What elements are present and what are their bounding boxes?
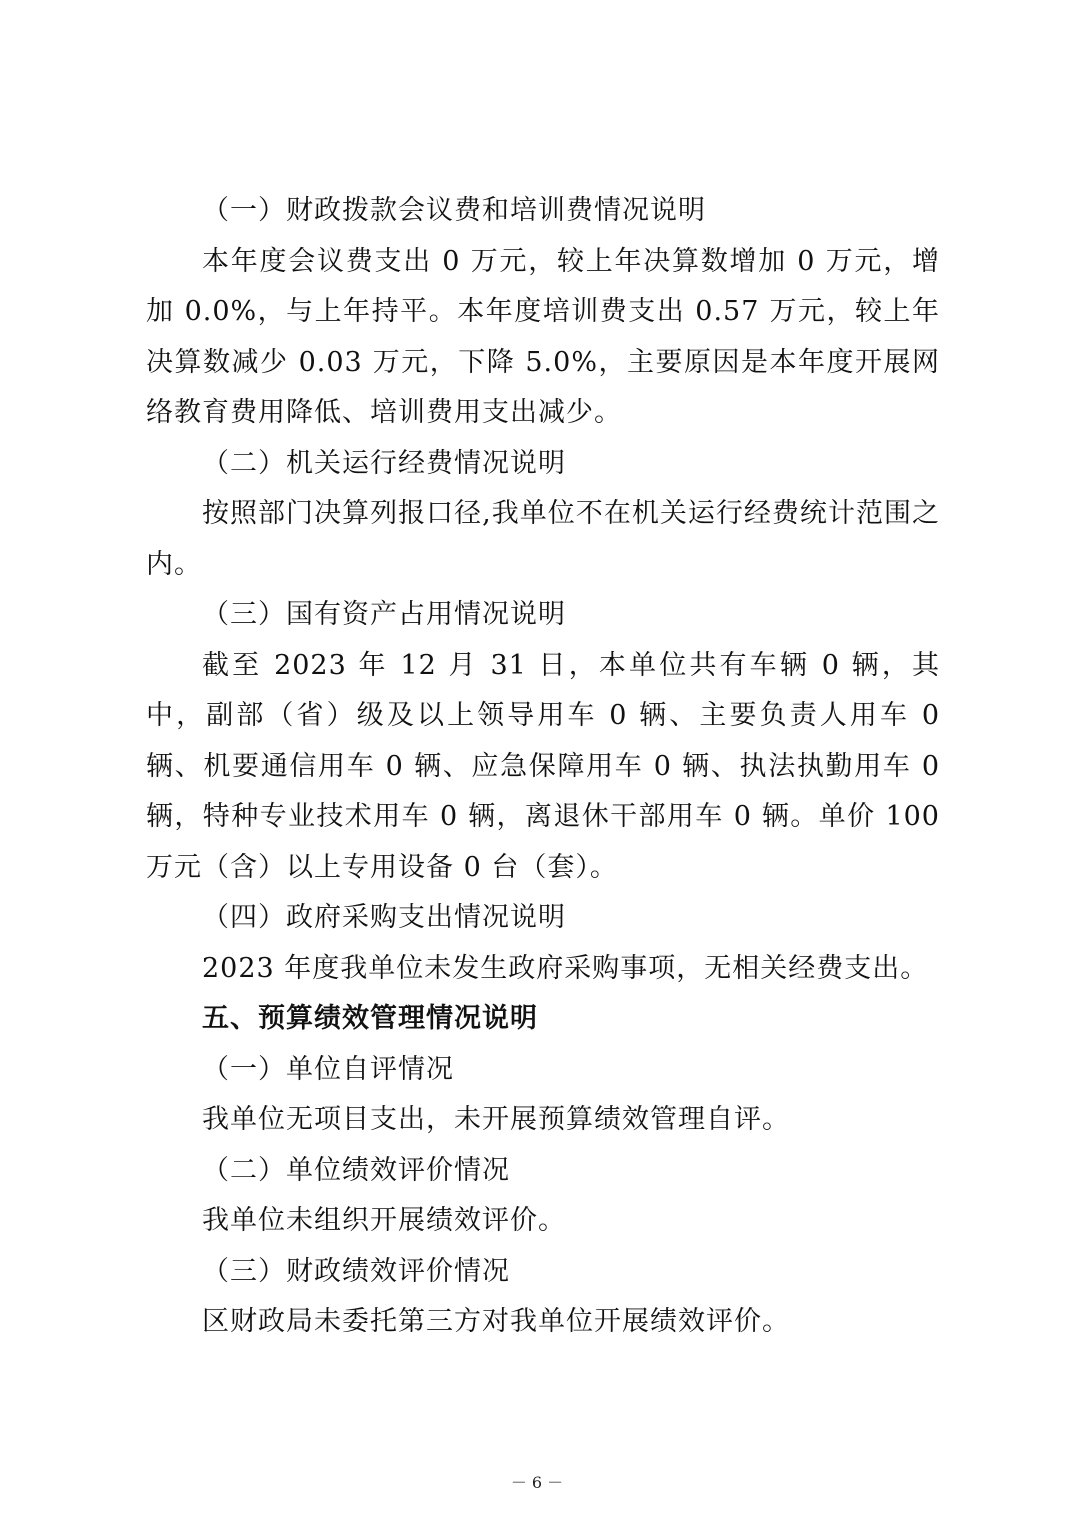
paragraph-self-evaluation: 我单位无项目支出，未开展预算绩效管理自评。 — [202, 1104, 790, 1135]
section-heading-performance-management: 五、预算绩效管理情况说明 — [202, 1003, 538, 1034]
paragraph-state-assets: 截至 2023 年 12 月 31 日，本单位共有车辆 0 辆，其中，副部（省）级及以上领导用车 0 辆、主要负责人用车 0 辆、机要通信用车 0 辆、应急保障用车 0 辆、执法执勤用车 0 辆，特种专业技术用车 0 辆，离退休干部用车 0 辆。单价 100 万元（含）以上专用设备 0 台（套）。 — [146, 649, 940, 883]
subheading-meeting-training-fees: （一）财政拨款会议费和培训费情况说明 — [202, 195, 706, 226]
paragraph-fiscal-evaluation: 区财政局未委托第三方对我单位开展绩效评价。 — [202, 1306, 790, 1337]
subheading-operating-expenses: （二）机关运行经费情况说明 — [202, 447, 566, 479]
subheading-fiscal-evaluation: （三）财政绩效评价情况 — [202, 1255, 510, 1287]
subheading-unit-evaluation: （二）单位绩效评价情况 — [202, 1154, 510, 1186]
page-number: － 6 － — [510, 1473, 564, 1492]
document-body — [146, 186, 940, 1348]
subheading-state-assets: （三）国有资产占用情况说明 — [202, 599, 566, 630]
subheading-government-procurement: （四）政府采购支出情况说明 — [202, 902, 566, 933]
paragraph-unit-evaluation: 我单位未组织开展绩效评价。 — [202, 1205, 566, 1236]
subheading-self-evaluation: （一）单位自评情况 — [202, 1053, 454, 1085]
paragraph-operating-expenses: 按照部门决算列报口径,我单位不在机关运行经费统计范围之内。 — [146, 498, 940, 580]
paragraph-meeting-training-fees: 本年度会议费支出 0 万元，较上年决算数增加 0 万元，增加 0.0%，与上年持平。本年度培训费支出 0.57 万元，较上年决算数减少 0.03 万元，下降 5.0%，主要原因是本年度开展网络教育费用降低、培训费用支出减少。 — [146, 245, 940, 428]
paragraph-government-procurement: 2023 年度我单位未发生政府采购事项，无相关经费支出。 — [202, 952, 929, 984]
